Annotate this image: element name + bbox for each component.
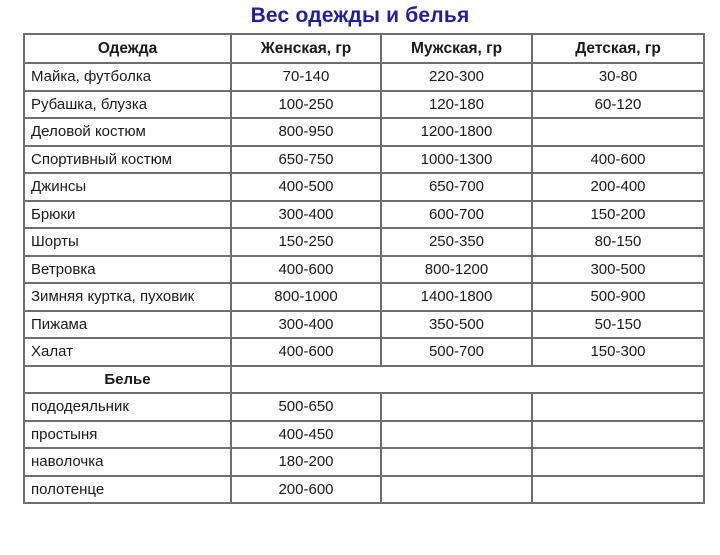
men-weight bbox=[381, 448, 532, 476]
table-row bbox=[24, 338, 704, 366]
women-weight: 800-950 bbox=[231, 118, 381, 146]
item-name: Пижама bbox=[24, 311, 231, 339]
women-weight: 400-450 bbox=[231, 421, 381, 449]
men-weight: 1400-1800 bbox=[381, 283, 532, 311]
men-weight bbox=[381, 421, 532, 449]
table-row bbox=[24, 393, 704, 421]
table-row bbox=[24, 256, 704, 284]
men-weight: 120-180 bbox=[381, 91, 532, 119]
item-name: Рубашка, блузка bbox=[24, 91, 231, 119]
women-weight: 800-1000 bbox=[231, 283, 381, 311]
women-weight: 400-600 bbox=[231, 338, 381, 366]
section-row-linen bbox=[24, 366, 704, 394]
men-weight: 250-350 bbox=[381, 228, 532, 256]
page-title: Вес одежды и белья bbox=[250, 4, 470, 27]
women-weight: 200-600 bbox=[231, 476, 381, 504]
header-men: Мужская, гр bbox=[381, 34, 532, 63]
item-name: Ветровка bbox=[24, 256, 231, 284]
kids-weight: 300-500 bbox=[532, 256, 704, 284]
men-weight: 650-700 bbox=[381, 173, 532, 201]
item-name: Брюки bbox=[24, 201, 231, 229]
item-name: Джинсы bbox=[24, 173, 231, 201]
kids-weight: 50-150 bbox=[532, 311, 704, 339]
header-clothing: Одежда bbox=[24, 34, 231, 63]
item-name: Деловой костюм bbox=[24, 118, 231, 146]
men-weight bbox=[381, 476, 532, 504]
header-women: Женская, гр bbox=[231, 34, 381, 63]
women-weight: 70-140 bbox=[231, 63, 381, 91]
item-name: Халат bbox=[24, 338, 231, 366]
header-row bbox=[24, 34, 704, 63]
header-kids: Детская, гр bbox=[532, 34, 704, 63]
men-weight: 500-700 bbox=[381, 338, 532, 366]
kids-weight: 200-400 bbox=[532, 173, 704, 201]
table-row bbox=[24, 173, 704, 201]
table-row bbox=[24, 146, 704, 174]
women-weight: 650-750 bbox=[231, 146, 381, 174]
table-row bbox=[24, 476, 704, 504]
section-spacer bbox=[231, 366, 704, 394]
kids-weight bbox=[532, 476, 704, 504]
table-row bbox=[24, 201, 704, 229]
kids-weight bbox=[532, 448, 704, 476]
item-name: Шорты bbox=[24, 228, 231, 256]
table-row bbox=[24, 63, 704, 91]
kids-weight bbox=[532, 393, 704, 421]
kids-weight: 150-300 bbox=[532, 338, 704, 366]
item-name: пододеяльник bbox=[24, 393, 231, 421]
item-name: Спортивный костюм bbox=[24, 146, 231, 174]
women-weight: 400-600 bbox=[231, 256, 381, 284]
women-weight: 100-250 bbox=[231, 91, 381, 119]
table-row bbox=[24, 448, 704, 476]
kids-weight: 150-200 bbox=[532, 201, 704, 229]
kids-weight: 400-600 bbox=[532, 146, 704, 174]
kids-weight bbox=[532, 421, 704, 449]
clothing-weight-table bbox=[23, 33, 705, 504]
table-row bbox=[24, 421, 704, 449]
men-weight: 1000-1300 bbox=[381, 146, 532, 174]
item-name: Майка, футболка bbox=[24, 63, 231, 91]
item-name: наволочка bbox=[24, 448, 231, 476]
table-row bbox=[24, 311, 704, 339]
men-weight: 220-300 bbox=[381, 63, 532, 91]
women-weight: 500-650 bbox=[231, 393, 381, 421]
women-weight: 300-400 bbox=[231, 201, 381, 229]
table-row bbox=[24, 228, 704, 256]
men-weight: 600-700 bbox=[381, 201, 532, 229]
table-row bbox=[24, 91, 704, 119]
section-label-linen: Белье bbox=[24, 366, 231, 394]
men-weight bbox=[381, 393, 532, 421]
kids-weight bbox=[532, 118, 704, 146]
women-weight: 300-400 bbox=[231, 311, 381, 339]
men-weight: 1200-1800 bbox=[381, 118, 532, 146]
kids-weight: 30-80 bbox=[532, 63, 704, 91]
table-row bbox=[24, 118, 704, 146]
table-row bbox=[24, 283, 704, 311]
item-name: Зимняя куртка, пуховик bbox=[24, 283, 231, 311]
kids-weight: 60-120 bbox=[532, 91, 704, 119]
item-name: простыня bbox=[24, 421, 231, 449]
item-name: полотенце bbox=[24, 476, 231, 504]
kids-weight: 500-900 bbox=[532, 283, 704, 311]
women-weight: 400-500 bbox=[231, 173, 381, 201]
women-weight: 150-250 bbox=[231, 228, 381, 256]
men-weight: 350-500 bbox=[381, 311, 532, 339]
men-weight: 800-1200 bbox=[381, 256, 532, 284]
kids-weight: 80-150 bbox=[532, 228, 704, 256]
women-weight: 180-200 bbox=[231, 448, 381, 476]
